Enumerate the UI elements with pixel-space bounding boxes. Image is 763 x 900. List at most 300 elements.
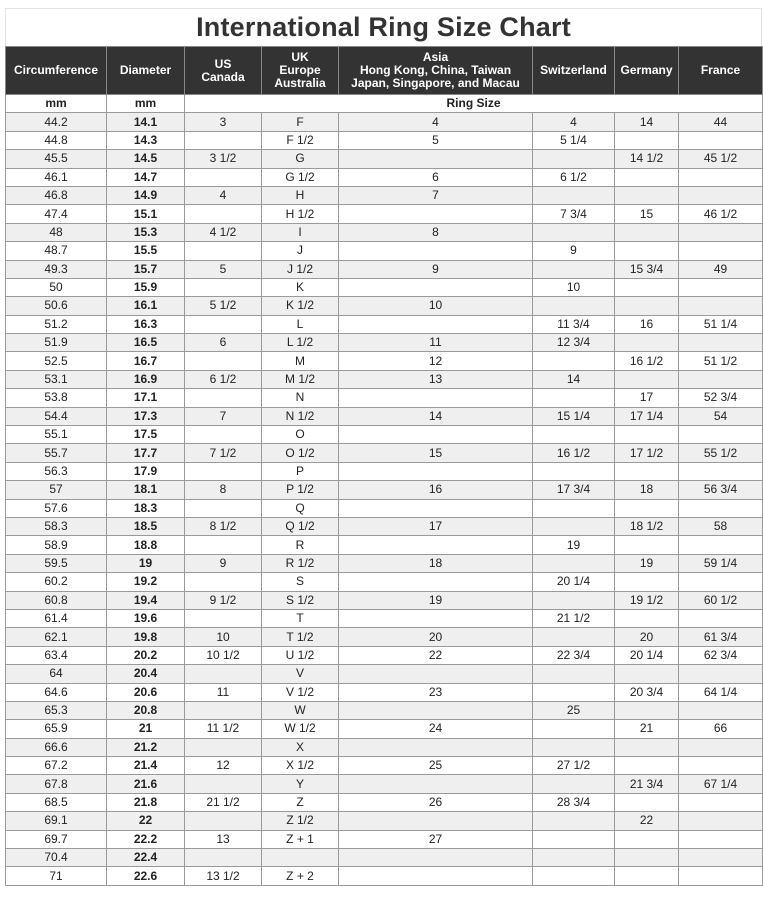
- cell-uk-europe-australia: R 1/2: [262, 554, 339, 572]
- header-line: France: [700, 63, 741, 77]
- cell-diameter: 21: [107, 720, 185, 738]
- cell-switzerland: [533, 297, 615, 315]
- cell-circumference: 52.5: [6, 352, 107, 370]
- cell-uk-europe-australia: W 1/2: [262, 720, 339, 738]
- cell-circumference: 64.6: [6, 683, 107, 701]
- cell-us-canada: [185, 536, 262, 554]
- cell-diameter: 18.3: [107, 499, 185, 517]
- ring-size-table: [5, 46, 763, 886]
- cell-switzerland: 10: [533, 278, 615, 296]
- cell-uk-europe-australia: T: [262, 609, 339, 627]
- cell-asia: 25: [339, 757, 533, 775]
- cell-switzerland: 16 1/2: [533, 444, 615, 462]
- cell-france: [679, 757, 763, 775]
- cell-uk-europe-australia: Z + 1: [262, 830, 339, 848]
- cell-germany: 19: [615, 554, 679, 572]
- cell-circumference: 57.6: [6, 499, 107, 517]
- table-row: [6, 646, 763, 664]
- cell-switzerland: 21 1/2: [533, 609, 615, 627]
- cell-us-canada: [185, 131, 262, 149]
- cell-asia: 24: [339, 720, 533, 738]
- cell-diameter: 17.5: [107, 426, 185, 444]
- cell-france: [679, 609, 763, 627]
- cell-france: 46 1/2: [679, 205, 763, 223]
- cell-diameter: 14.1: [107, 113, 185, 131]
- cell-us-canada: 6 1/2: [185, 370, 262, 388]
- diameter-unit: mm: [107, 95, 185, 113]
- cell-diameter: 19.4: [107, 591, 185, 609]
- header-diameter: [107, 47, 185, 95]
- cell-france: 59 1/4: [679, 554, 763, 572]
- cell-switzerland: 9: [533, 242, 615, 260]
- cell-circumference: 69.7: [6, 830, 107, 848]
- cell-circumference: 67.8: [6, 775, 107, 793]
- cell-uk-europe-australia: K: [262, 278, 339, 296]
- table-row: [6, 168, 763, 186]
- cell-uk-europe-australia: L: [262, 315, 339, 333]
- cell-diameter: 16.7: [107, 352, 185, 370]
- cell-asia: 20: [339, 628, 533, 646]
- cell-uk-europe-australia: F: [262, 113, 339, 131]
- ring-size-label: Ring Size: [185, 95, 763, 113]
- cell-switzerland: [533, 352, 615, 370]
- table-row: [6, 462, 763, 480]
- cell-uk-europe-australia: M: [262, 352, 339, 370]
- cell-us-canada: 8 1/2: [185, 517, 262, 535]
- cell-france: [679, 830, 763, 848]
- header-line: US: [214, 56, 232, 71]
- cell-diameter: 14.3: [107, 131, 185, 149]
- cell-uk-europe-australia: J 1/2: [262, 260, 339, 278]
- cell-circumference: 50: [6, 278, 107, 296]
- cell-switzerland: [533, 591, 615, 609]
- cell-germany: [615, 131, 679, 149]
- cell-asia: 19: [339, 591, 533, 609]
- cell-diameter: 17.7: [107, 444, 185, 462]
- cell-france: 66: [679, 720, 763, 738]
- header-us-canada: [185, 47, 262, 95]
- cell-asia: 16: [339, 481, 533, 499]
- cell-uk-europe-australia: O 1/2: [262, 444, 339, 462]
- cell-france: [679, 186, 763, 204]
- table-row: [6, 720, 763, 738]
- cell-france: [679, 168, 763, 186]
- cell-uk-europe-australia: F 1/2: [262, 131, 339, 149]
- table-row: [6, 186, 763, 204]
- cell-uk-europe-australia: T 1/2: [262, 628, 339, 646]
- table-row: [6, 628, 763, 646]
- cell-diameter: 16.5: [107, 334, 185, 352]
- cell-switzerland: [533, 683, 615, 701]
- table-row: [6, 334, 763, 352]
- ring-size-chart: [5, 8, 762, 886]
- cell-germany: 21: [615, 720, 679, 738]
- cell-asia: [339, 609, 533, 627]
- cell-germany: 21 3/4: [615, 775, 679, 793]
- cell-asia: [339, 150, 533, 168]
- cell-diameter: 18.1: [107, 481, 185, 499]
- cell-circumference: 65.3: [6, 701, 107, 719]
- cell-us-canada: 13: [185, 830, 262, 848]
- table-row: [6, 609, 763, 627]
- cell-asia: [339, 867, 533, 885]
- cell-switzerland: [533, 223, 615, 241]
- cell-france: [679, 536, 763, 554]
- cell-switzerland: 25: [533, 701, 615, 719]
- cell-uk-europe-australia: V 1/2: [262, 683, 339, 701]
- cell-france: [679, 701, 763, 719]
- cell-us-canada: 10: [185, 628, 262, 646]
- header-line: Australia: [274, 76, 326, 90]
- table-row: [6, 444, 763, 462]
- cell-uk-europe-australia: G: [262, 150, 339, 168]
- table-row: [6, 315, 763, 333]
- cell-asia: [339, 536, 533, 554]
- cell-switzerland: [533, 812, 615, 830]
- header-uk-europe-australia: [262, 47, 339, 95]
- table-row: [6, 812, 763, 830]
- cell-circumference: 67.2: [6, 757, 107, 775]
- cell-germany: [615, 462, 679, 480]
- cell-asia: [339, 389, 533, 407]
- cell-circumference: 44.8: [6, 131, 107, 149]
- table-row: [6, 793, 763, 811]
- cell-circumference: 68.5: [6, 793, 107, 811]
- cell-us-canada: [185, 426, 262, 444]
- cell-asia: [339, 315, 533, 333]
- cell-france: 60 1/2: [679, 591, 763, 609]
- cell-switzerland: 15 1/4: [533, 407, 615, 425]
- cell-asia: 27: [339, 830, 533, 848]
- cell-asia: [339, 278, 533, 296]
- cell-france: [679, 793, 763, 811]
- table-row: [6, 223, 763, 241]
- cell-france: 44: [679, 113, 763, 131]
- cell-uk-europe-australia: Y: [262, 775, 339, 793]
- cell-us-canada: 3: [185, 113, 262, 131]
- cell-us-canada: 4: [185, 186, 262, 204]
- cell-france: 67 1/4: [679, 775, 763, 793]
- header-line: Switzerland: [540, 63, 607, 77]
- cell-france: [679, 242, 763, 260]
- cell-circumference: 60.8: [6, 591, 107, 609]
- cell-circumference: 51.9: [6, 334, 107, 352]
- cell-us-canada: [185, 205, 262, 223]
- cell-us-canada: 9 1/2: [185, 591, 262, 609]
- cell-diameter: 19.2: [107, 573, 185, 591]
- cell-switzerland: [533, 830, 615, 848]
- cell-diameter: 22.6: [107, 867, 185, 885]
- cell-asia: [339, 242, 533, 260]
- cell-germany: [615, 223, 679, 241]
- cell-asia: [339, 738, 533, 756]
- cell-france: [679, 499, 763, 517]
- cell-us-canada: 11 1/2: [185, 720, 262, 738]
- table-row: [6, 738, 763, 756]
- cell-diameter: 14.5: [107, 150, 185, 168]
- cell-switzerland: 17 3/4: [533, 481, 615, 499]
- cell-france: [679, 131, 763, 149]
- header-line: Circumference: [13, 63, 99, 77]
- cell-asia: 7: [339, 186, 533, 204]
- cell-uk-europe-australia: U 1/2: [262, 646, 339, 664]
- header-line: Hong Kong, China, Taiwan: [359, 63, 512, 77]
- table-row: [6, 775, 763, 793]
- cell-circumference: 45.5: [6, 150, 107, 168]
- header-switzerland: [533, 47, 615, 95]
- cell-germany: [615, 665, 679, 683]
- cell-diameter: 20.8: [107, 701, 185, 719]
- cell-asia: 17: [339, 517, 533, 535]
- cell-us-canada: [185, 775, 262, 793]
- cell-us-canada: 13 1/2: [185, 867, 262, 885]
- cell-us-canada: 8: [185, 481, 262, 499]
- cell-circumference: 50.6: [6, 297, 107, 315]
- cell-asia: 5: [339, 131, 533, 149]
- cell-us-canada: [185, 812, 262, 830]
- cell-france: 51 1/4: [679, 315, 763, 333]
- table-body: [6, 95, 763, 886]
- cell-switzerland: [533, 738, 615, 756]
- cell-switzerland: 22 3/4: [533, 646, 615, 664]
- cell-us-canada: 21 1/2: [185, 793, 262, 811]
- cell-asia: [339, 573, 533, 591]
- cell-germany: 17 1/2: [615, 444, 679, 462]
- cell-germany: [615, 738, 679, 756]
- cell-circumference: 48: [6, 223, 107, 241]
- cell-germany: 20 1/4: [615, 646, 679, 664]
- cell-switzerland: 19: [533, 536, 615, 554]
- table-row: [6, 683, 763, 701]
- cell-us-canada: 6: [185, 334, 262, 352]
- cell-switzerland: [533, 499, 615, 517]
- header-asia: [339, 47, 533, 95]
- cell-switzerland: 12 3/4: [533, 334, 615, 352]
- cell-germany: [615, 701, 679, 719]
- page-title: International Ring Size Chart: [196, 12, 571, 42]
- cell-france: 51 1/2: [679, 352, 763, 370]
- cell-circumference: 51.2: [6, 315, 107, 333]
- cell-asia: [339, 775, 533, 793]
- cell-asia: [339, 812, 533, 830]
- cell-uk-europe-australia: Z + 2: [262, 867, 339, 885]
- table-row: [6, 757, 763, 775]
- cell-switzerland: [533, 554, 615, 572]
- cell-switzerland: [533, 186, 615, 204]
- cell-asia: 6: [339, 168, 533, 186]
- cell-uk-europe-australia: Z: [262, 793, 339, 811]
- cell-circumference: 59.5: [6, 554, 107, 572]
- cell-switzerland: 7 3/4: [533, 205, 615, 223]
- cell-asia: 23: [339, 683, 533, 701]
- cell-germany: 16 1/2: [615, 352, 679, 370]
- cell-circumference: 53.8: [6, 389, 107, 407]
- cell-diameter: 22.2: [107, 830, 185, 848]
- cell-us-canada: [185, 609, 262, 627]
- cell-germany: [615, 334, 679, 352]
- cell-diameter: 22.4: [107, 849, 185, 867]
- cell-us-canada: 11: [185, 683, 262, 701]
- table-row: [6, 131, 763, 149]
- cell-germany: [615, 278, 679, 296]
- cell-us-canada: [185, 462, 262, 480]
- table-row: [6, 278, 763, 296]
- cell-france: [679, 278, 763, 296]
- cell-circumference: 46.8: [6, 186, 107, 204]
- table-row: [6, 426, 763, 444]
- cell-diameter: 15.9: [107, 278, 185, 296]
- cell-diameter: 20.4: [107, 665, 185, 683]
- cell-germany: 19 1/2: [615, 591, 679, 609]
- cell-circumference: 55.1: [6, 426, 107, 444]
- cell-switzerland: [533, 260, 615, 278]
- cell-switzerland: [533, 775, 615, 793]
- cell-germany: 15 3/4: [615, 260, 679, 278]
- cell-germany: [615, 297, 679, 315]
- cell-switzerland: 5 1/4: [533, 131, 615, 149]
- cell-asia: [339, 426, 533, 444]
- cell-france: 55 1/2: [679, 444, 763, 462]
- cell-france: [679, 223, 763, 241]
- cell-diameter: 21.2: [107, 738, 185, 756]
- cell-germany: 14: [615, 113, 679, 131]
- table-row: [6, 536, 763, 554]
- table-row: [6, 499, 763, 517]
- cell-germany: [615, 573, 679, 591]
- cell-circumference: 60.2: [6, 573, 107, 591]
- cell-circumference: 47.4: [6, 205, 107, 223]
- cell-switzerland: 28 3/4: [533, 793, 615, 811]
- cell-france: 52 3/4: [679, 389, 763, 407]
- table-row: [6, 554, 763, 572]
- cell-france: 45 1/2: [679, 150, 763, 168]
- cell-uk-europe-australia: J: [262, 242, 339, 260]
- cell-circumference: 58.9: [6, 536, 107, 554]
- units-row: [6, 95, 763, 113]
- header-line: Diameter: [119, 63, 172, 77]
- cell-diameter: 18.8: [107, 536, 185, 554]
- table-row: [6, 242, 763, 260]
- cell-asia: [339, 462, 533, 480]
- cell-france: [679, 849, 763, 867]
- cell-germany: 18: [615, 481, 679, 499]
- cell-switzerland: [533, 720, 615, 738]
- cell-us-canada: 7: [185, 407, 262, 425]
- cell-germany: [615, 793, 679, 811]
- cell-asia: 13: [339, 370, 533, 388]
- cell-us-canada: [185, 573, 262, 591]
- cell-france: 64 1/4: [679, 683, 763, 701]
- cell-diameter: 19.8: [107, 628, 185, 646]
- cell-us-canada: 7 1/2: [185, 444, 262, 462]
- cell-switzerland: [533, 849, 615, 867]
- cell-germany: 17 1/4: [615, 407, 679, 425]
- table-row: [6, 150, 763, 168]
- cell-uk-europe-australia: Z 1/2: [262, 812, 339, 830]
- cell-us-canada: [185, 242, 262, 260]
- cell-switzerland: [533, 665, 615, 683]
- cell-asia: 14: [339, 407, 533, 425]
- cell-diameter: 17.3: [107, 407, 185, 425]
- cell-circumference: 55.7: [6, 444, 107, 462]
- cell-asia: 18: [339, 554, 533, 572]
- cell-circumference: 61.4: [6, 609, 107, 627]
- cell-switzerland: 11 3/4: [533, 315, 615, 333]
- cell-diameter: 15.5: [107, 242, 185, 260]
- cell-diameter: 22: [107, 812, 185, 830]
- cell-diameter: 20.6: [107, 683, 185, 701]
- cell-diameter: 16.1: [107, 297, 185, 315]
- header-line: Germany: [620, 63, 673, 77]
- cell-france: [679, 738, 763, 756]
- header-line: Asia: [422, 50, 449, 64]
- cell-switzerland: [533, 867, 615, 885]
- cell-germany: [615, 757, 679, 775]
- cell-switzerland: [533, 150, 615, 168]
- cell-asia: [339, 205, 533, 223]
- table-row: [6, 517, 763, 535]
- cell-germany: 15: [615, 205, 679, 223]
- cell-asia: 9: [339, 260, 533, 278]
- cell-france: 56 3/4: [679, 481, 763, 499]
- cell-switzerland: [533, 517, 615, 535]
- cell-circumference: 66.6: [6, 738, 107, 756]
- cell-circumference: 71: [6, 867, 107, 885]
- cell-germany: [615, 168, 679, 186]
- cell-germany: [615, 609, 679, 627]
- cell-uk-europe-australia: O: [262, 426, 339, 444]
- cell-us-canada: [185, 849, 262, 867]
- cell-asia: 8: [339, 223, 533, 241]
- cell-diameter: 17.9: [107, 462, 185, 480]
- cell-us-canada: [185, 315, 262, 333]
- cell-circumference: 57: [6, 481, 107, 499]
- cell-asia: 10: [339, 297, 533, 315]
- cell-diameter: 16.9: [107, 370, 185, 388]
- header-row: [6, 47, 763, 95]
- cell-uk-europe-australia: K 1/2: [262, 297, 339, 315]
- table-row: [6, 573, 763, 591]
- cell-france: [679, 370, 763, 388]
- cell-diameter: 15.3: [107, 223, 185, 241]
- table-row: [6, 205, 763, 223]
- cell-uk-europe-australia: I: [262, 223, 339, 241]
- cell-circumference: 69.1: [6, 812, 107, 830]
- cell-uk-europe-australia: N 1/2: [262, 407, 339, 425]
- table-row: [6, 389, 763, 407]
- cell-us-canada: [185, 738, 262, 756]
- cell-us-canada: [185, 168, 262, 186]
- cell-uk-europe-australia: P 1/2: [262, 481, 339, 499]
- cell-france: 54: [679, 407, 763, 425]
- cell-asia: [339, 665, 533, 683]
- cell-us-canada: [185, 352, 262, 370]
- cell-asia: 22: [339, 646, 533, 664]
- cell-asia: 15: [339, 444, 533, 462]
- cell-uk-europe-australia: S: [262, 573, 339, 591]
- cell-us-canada: [185, 701, 262, 719]
- cell-germany: [615, 242, 679, 260]
- cell-france: [679, 462, 763, 480]
- table-row: [6, 701, 763, 719]
- cell-france: [679, 867, 763, 885]
- cell-germany: [615, 426, 679, 444]
- header-circumference: [6, 47, 107, 95]
- cell-uk-europe-australia: W: [262, 701, 339, 719]
- cell-germany: 22: [615, 812, 679, 830]
- header-line: Japan, Singapore, and Macau: [351, 76, 520, 90]
- cell-uk-europe-australia: R: [262, 536, 339, 554]
